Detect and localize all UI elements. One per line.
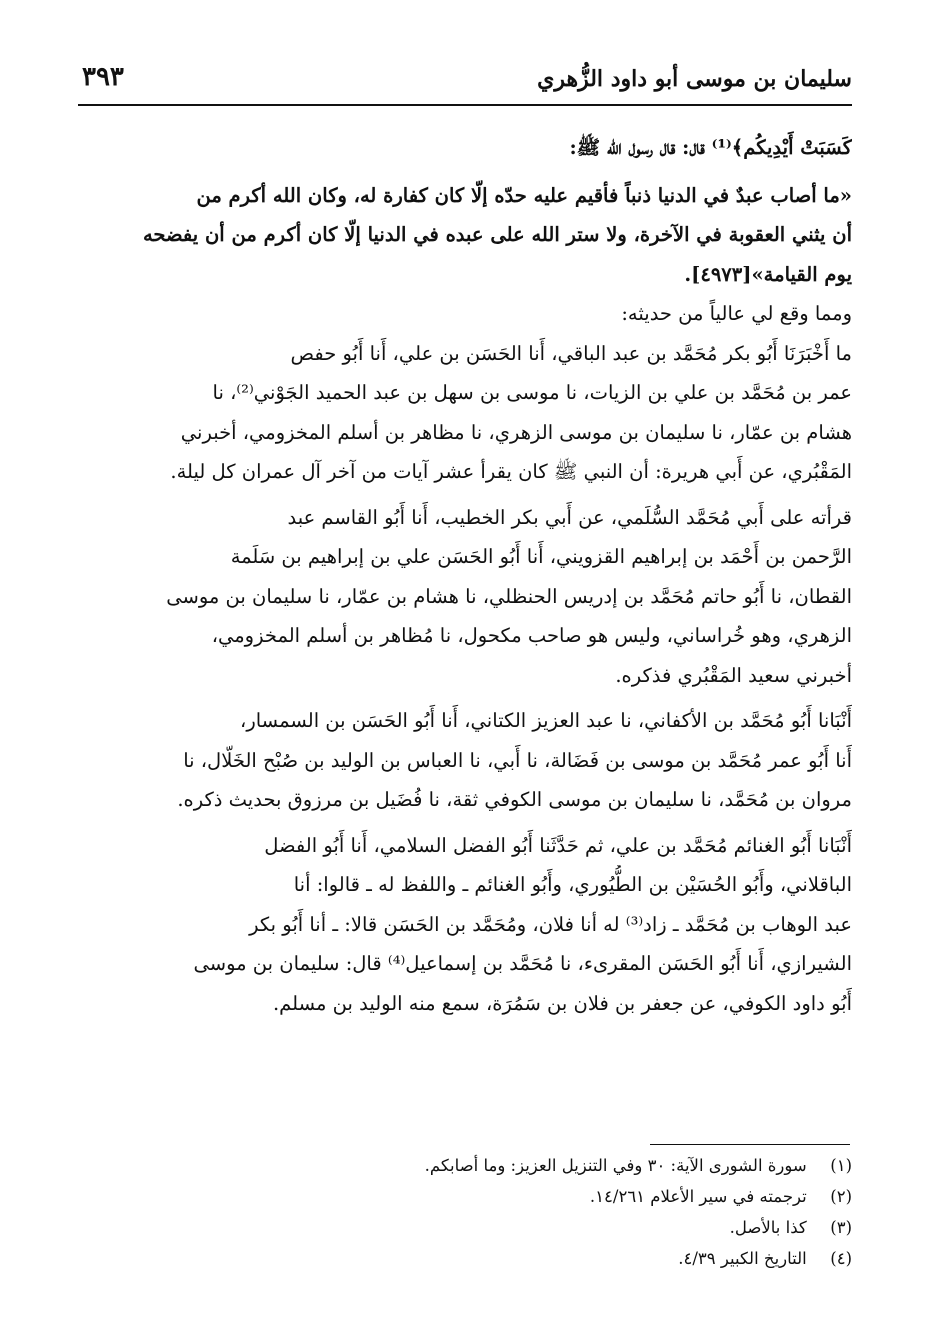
footnotes	[380, 1150, 852, 1274]
text-line: كَسَبَتْ أَيْدِيكُم﴾⁽¹⁾ قال: قال رسول الله ﷺ:	[569, 136, 852, 159]
text-line: الباقلاني، وأَبُو الحُسَيْن بن الطُّيُوري، وأَبُو الغنائم ـ واللفظ له ـ قالوا: أنا	[293, 873, 852, 896]
text-line: هشام بن عمّار، نا سليمان بن موسى الزهري، نا مظاهر بن أسلم المخزومي، أخبرني	[180, 420, 852, 444]
main-text	[80, 128, 852, 1023]
text-line: أَنْبَانا أَبُو مُحَمَّد بن الأكفاني، نا عبد العزيز الكتاني، أَنا أَبُو الحَسَن بن السمسار،	[240, 709, 852, 732]
hadith-line: أن يثني العقوبة في الآخرة، ولا ستر الله على عبده في الدنيا إلّا كان أكرم من أن يفضحه	[142, 223, 852, 246]
text-line: مروان بن مُحَمَّد، نا سليمان بن موسى الكوفي ثقة، نا فُضَيل بن مرزوق بحديث ذكره.	[177, 788, 852, 811]
footnote-number: (٤)	[830, 1249, 852, 1268]
text-line: عبد الوهاب بن مُحَمَّد ـ زاد⁽³⁾ له أنا فلان، ومُحَمَّد بن الحَسَن قالا: ـ أنا أَبُو بكر	[249, 912, 852, 936]
text-line: أَبُو داود الكوفي، عن جعفر بن فلان بن سَمُرَة، سمع منه الوليد بن مسلم.	[272, 991, 852, 1015]
text-line: ومما وقع لي عالياً من حديثه:	[621, 302, 852, 325]
text-line: ما أَخْبَرَنَا أَبُو بكر مُحَمَّد بن عبد الباقي، أَنا الحَسَن بن علي، أَنا أَبُو حفص	[290, 341, 852, 365]
text-line: القطان، نا أَبُو حاتم مُحَمَّد بن إدريس الحنظلي، نا هشام بن عمّار، نا سليمان بن موسى	[166, 584, 852, 608]
footnote-number: (١)	[830, 1156, 852, 1175]
text-line: أخبرني سعيد المَقْبُري فذكره.	[615, 663, 852, 687]
footnote	[380, 1181, 852, 1212]
text-line: أَنْبَانا أَبُو الغنائم مُحَمَّد بن علي، ثم حَدَّثَنا أَبُو الفضل السلامي، أَنا أَبُو الفضل	[264, 833, 852, 857]
running-title: سليمان بن موسى أبو داود الزُّهري	[537, 66, 852, 92]
footnote-text: التاريخ الكبير ٤/٣٩.	[678, 1249, 807, 1268]
text-line: الشيرازي، أَنا أَبُو الحَسَن المقرىء، نا مُحَمَّد بن إسماعيل⁽⁴⁾ قال: سليمان بن موسى	[193, 952, 852, 975]
hadith-line: يوم القيامة»[٤٩٧٣].	[684, 262, 852, 286]
footnote-divider	[650, 1144, 850, 1145]
text-line: الزهري، وهو خُراساني، وليس هو صاحب مكحول، نا مُظاهر بن أسلم المخزومي،	[211, 624, 852, 647]
footnote-number: (٢)	[830, 1187, 852, 1206]
footnote-text: كذا بالأصل.	[729, 1218, 807, 1237]
hadith-line: «ما أصاب عبدٌ في الدنيا ذنباً فأقيم عليه حدّه إلّا كان كفارة له، وكان الله أكرم من	[196, 183, 852, 207]
text-line: المَقْبُري، عن أَبي هريرة: أن النبي ﷺ كان يقرأ عشر آيات من آخر آل عمران كل ليلة.	[170, 460, 852, 483]
text-line: قرأته على أَبي مُحَمَّد السُّلَمي، عن أَبي بكر الخطيب، أَنا أَبُو القاسم عبد	[287, 505, 852, 529]
page-number: ٣٩٣	[82, 62, 124, 92]
text-line: عمر بن مُحَمَّد بن علي بن الزيات، نا موسى بن سهل بن عبد الحميد الجَوْني⁽²⁾، نا	[212, 381, 852, 404]
text-line: الرَّحمن بن أَحْمَد بن إبراهيم القزويني، أَنا أَبُو الحَسَن علي بن إبراهيم بن سَلَمة	[230, 545, 852, 568]
footnote-text: سورة الشورى الآية: ٣٠ وفي التنزيل العزيز: وما أصابكم.	[424, 1156, 807, 1175]
running-header	[78, 56, 852, 106]
footnote-text: ترجمته في سير الأعلام ١٤/٢٦١.	[589, 1187, 807, 1206]
footnote	[380, 1243, 852, 1274]
footnote	[380, 1212, 852, 1243]
text-line: أَنا أَبُو عمر مُحَمَّد بن موسى بن فَضَالة، نا أَبي، نا العباس بن الوليد بن صُبْح الخَلّال، نا	[183, 748, 852, 772]
footnote-number: (٣)	[830, 1218, 852, 1237]
footnote	[380, 1150, 852, 1181]
